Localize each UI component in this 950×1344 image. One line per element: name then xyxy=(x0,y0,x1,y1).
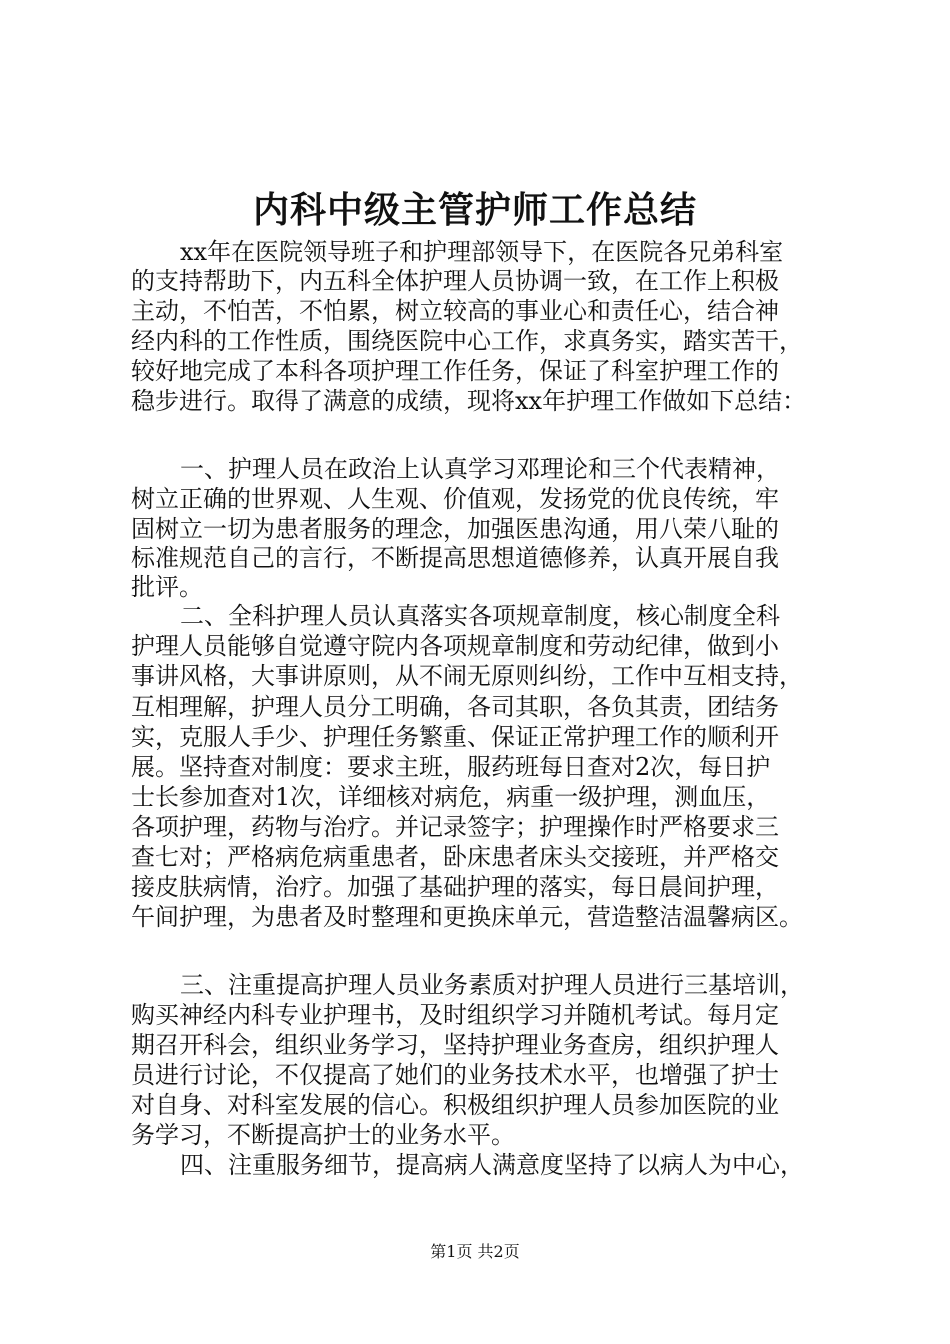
text-line: 三、注重提高护理人员业务素质对护理人员进行三基培训， xyxy=(180,971,804,999)
document-title: 内科中级主管护师工作总结 xyxy=(252,189,697,231)
text-line: 接皮肤病情，治疗。加强了基础护理的落实，每日晨间护理， xyxy=(131,873,779,901)
text-line: 展。坚持查对制度：要求主班，服药班每日查对2次，每日护 xyxy=(131,753,771,781)
text-line: 事讲风格，大事讲原则，从不闹无原则纠纷，工作中互相支持， xyxy=(131,662,803,690)
text-line: 期召开科会，组织业务学习，坚持护理业务查房，组织护理人 xyxy=(131,1031,779,1059)
text-line: 务学习，不断提高护士的业务水平。 xyxy=(131,1121,515,1149)
text-line: 固树立一切为患者服务的理念，加强医患沟通，用八荣八耻的 xyxy=(131,515,779,543)
text-line: 购买神经内科专业护理书，及时组织学习并随机考试。每月定 xyxy=(131,1001,779,1029)
text-line: 午间护理，为患者及时整理和更换床单元，营造整洁温馨病区。 xyxy=(131,903,803,931)
text-line: 各项护理，药物与治疗。并记录签字；护理操作时严格要求三 xyxy=(131,813,779,841)
text-line: 二、全科护理人员认真落实各项规章制度，核心制度全科 xyxy=(180,602,780,630)
text-line: 标准规范自己的言行，不断提高思想道德修养，认真开展自我 xyxy=(131,544,779,572)
text-line: 经内科的工作性质，围绕医院中心工作，求真务实，踏实苦干， xyxy=(131,327,803,355)
text-line: 一、护理人员在政治上认真学习邓理论和三个代表精神， xyxy=(180,455,780,483)
text-line: 四、注重服务细节，提高病人满意度坚持了以病人为中心， xyxy=(180,1151,804,1179)
page-number-footer: 第1页 共2页 xyxy=(430,1242,520,1261)
text-line: 护理人员能够自觉遵守院内各项规章制度和劳动纪律，做到小 xyxy=(131,632,779,660)
text-line: 互相理解，护理人员分工明确，各司其职，各负其责，团结务 xyxy=(131,693,779,721)
text-line: 员进行讨论，不仅提高了她们的业务技术水平，也增强了护士 xyxy=(131,1061,779,1089)
text-line: 查七对；严格病危病重患者，卧床患者床头交接班，并严格交 xyxy=(131,843,779,871)
text-line: 树立正确的世界观、人生观、价值观，发扬党的优良传统，牢 xyxy=(131,485,779,513)
text-line: 稳步进行。取得了满意的成绩，现将xx年护理工作做如下总结： xyxy=(131,387,807,415)
text-line: 的支持帮助下，内五科全体护理人员协调一致，在工作上积极 xyxy=(131,267,779,295)
text-line: 士长参加查对1次，详细核对病危，病重一级护理，测血压， xyxy=(131,783,771,811)
text-line: 较好地完成了本科各项护理工作任务，保证了科室护理工作的 xyxy=(131,357,779,385)
text-line: 主动，不怕苦，不怕累，树立较高的事业心和责任心，结合神 xyxy=(131,297,779,325)
text-line: xx年在医院领导班子和护理部领导下，在医院各兄弟科室 xyxy=(180,238,784,266)
text-line: 对自身、对科室发展的信心。积极组织护理人员参加医院的业 xyxy=(131,1091,779,1119)
text-line: 实，克服人手少、护理任务繁重、保证正常护理工作的顺利开 xyxy=(131,723,779,751)
text-line: 批评。 xyxy=(131,573,203,601)
